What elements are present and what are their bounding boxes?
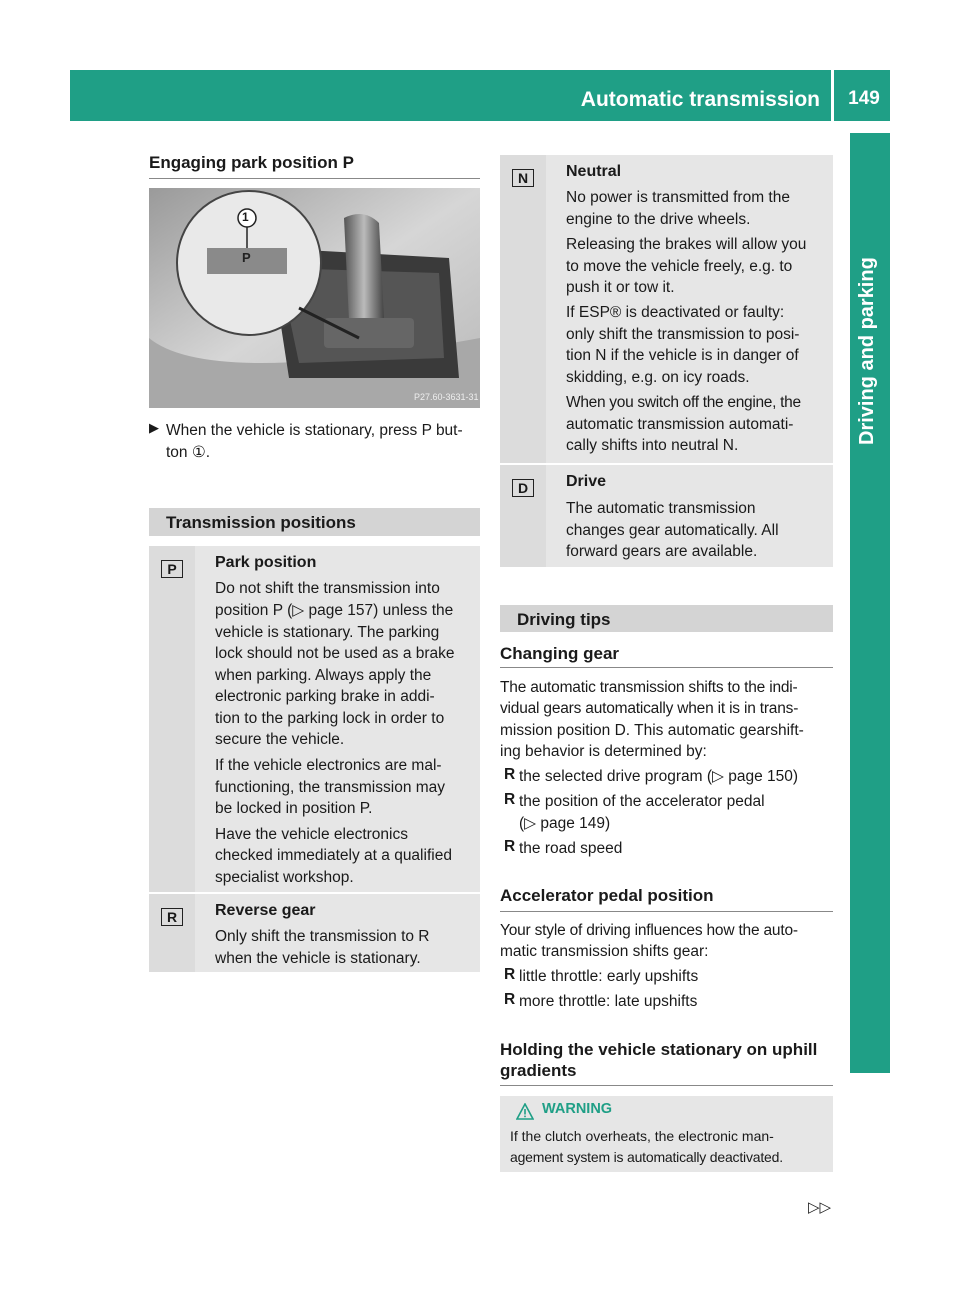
neutral-key-icon: N: [512, 169, 534, 187]
neutral-line: No power is transmitted from the: [566, 189, 790, 206]
step-arrow-icon: ▶: [149, 420, 159, 435]
bullet-item: more throttle: late upshifts: [519, 993, 698, 1010]
bullet-icon: R: [504, 838, 516, 855]
header-divider: [831, 70, 834, 121]
park-line: electronic parking brake in addi-: [215, 688, 435, 705]
body-line: Your style of driving influences how the auto-: [500, 922, 798, 939]
park-line: lock should not be used as a brake: [215, 645, 455, 662]
warning-icon: [516, 1103, 534, 1120]
heading-rule: [149, 178, 480, 179]
instruction-line-2: ton ①.: [166, 444, 211, 461]
position-neutral-block: [500, 155, 833, 463]
key-column: [149, 894, 195, 972]
instruction-line-1: When the vehicle is stationary, press P but-: [166, 422, 463, 439]
park-line: secure the vehicle.: [215, 731, 345, 748]
neutral-line: to move the vehicle freely, e.g. to: [566, 258, 793, 275]
park-line: position P (▷ page 157) unless the: [215, 602, 454, 619]
bullet-item: the road speed: [519, 840, 623, 857]
drive-key-icon: D: [512, 479, 534, 497]
park-line: Do not shift the transmission into: [215, 580, 440, 597]
neutral-line: skidding, e.g. on icy roads.: [566, 369, 750, 386]
park-line: If the vehicle electronics are mal-: [215, 757, 442, 774]
reverse-key-icon: R: [161, 908, 183, 926]
neutral-title: Neutral: [566, 163, 622, 180]
section-band-driving-tips: [500, 605, 833, 632]
park-line: be locked in position P.: [215, 800, 373, 817]
warning-line: agement system is automatically deactivated.: [510, 1149, 783, 1165]
band-title: Driving tips: [517, 610, 611, 629]
neutral-line: cally shifts into neutral N.: [566, 437, 739, 454]
heading-rule: [500, 667, 833, 668]
section-heading-park: Engaging park position P: [149, 153, 354, 172]
neutral-line: engine to the drive wheels.: [566, 211, 751, 228]
bullet-item: little throttle: early upshifts: [519, 968, 699, 985]
park-title: Park position: [215, 554, 317, 571]
neutral-line: When you switch off the engine, the: [566, 394, 801, 411]
bullet-item-continued: (▷ page 149): [519, 815, 611, 832]
park-key-icon: P: [161, 560, 183, 578]
reverse-line: when the vehicle is stationary.: [215, 950, 421, 967]
band-title: Transmission positions: [166, 513, 356, 532]
reverse-line: Only shift the transmission to R: [215, 928, 430, 945]
drive-line: The automatic transmission: [566, 500, 756, 517]
park-line: functioning, the transmission may: [215, 779, 446, 796]
drive-line: changes gear automatically. All: [566, 522, 779, 539]
park-line: vehicle is stationary. The parking: [215, 624, 440, 641]
bullet-icon: R: [504, 991, 516, 1008]
park-line: checked immediately at a qualified: [215, 847, 452, 864]
neutral-line: If ESP® is deactivated or faulty:: [566, 304, 785, 321]
bullet-icon: R: [504, 966, 516, 983]
gear-selector-figure: [149, 188, 480, 408]
position-reverse-block: [149, 894, 480, 972]
drive-line: forward gears are available.: [566, 543, 758, 560]
heading-rule: [500, 1085, 833, 1086]
body-line: vidual gears automatically when it is in trans-: [500, 700, 799, 717]
gear-selector-illustration: [149, 188, 480, 408]
key-column: [149, 546, 195, 892]
park-line: when parking. Always apply the: [215, 667, 432, 684]
page-title: Automatic transmission: [580, 88, 820, 111]
position-drive-block: [500, 465, 833, 567]
bullet-item: the position of the accelerator pedal: [519, 793, 765, 810]
heading-rule: [500, 911, 833, 912]
heading-accelerator: Accelerator pedal position: [500, 886, 714, 905]
park-line: specialist workshop.: [215, 869, 354, 886]
neutral-line: push it or tow it.: [566, 279, 675, 296]
body-line: The automatic transmission shifts to the indi-: [500, 679, 798, 696]
section-band-transmission: [149, 508, 480, 536]
heading-holding-line-1: Holding the vehicle stationary on uphill: [500, 1040, 818, 1059]
heading-holding-line-2: gradients: [500, 1061, 577, 1080]
side-tab-label: Driving and parking: [856, 257, 878, 445]
body-line: ing behavior is determined by:: [500, 743, 707, 760]
bullet-item: the selected drive program (▷ page 150): [519, 768, 799, 785]
position-park-block: [149, 546, 480, 892]
park-line: tion to the parking lock in order to: [215, 710, 445, 727]
neutral-line: tion N if the vehicle is in danger of: [566, 347, 799, 364]
key-column: [500, 465, 546, 567]
figure-key-label: P: [242, 250, 251, 265]
warning-box: [500, 1096, 833, 1172]
warning-title: WARNING: [542, 1101, 613, 1117]
continue-marker-icon: ▷▷: [808, 1199, 832, 1216]
neutral-line: only shift the transmission to posi-: [566, 326, 800, 343]
park-line: Have the vehicle electronics: [215, 826, 408, 843]
bullet-icon: R: [504, 791, 516, 808]
warning-line: If the clutch overheats, the electronic man-: [510, 1128, 774, 1144]
heading-changing-gear: Changing gear: [500, 644, 620, 663]
figure-code: P27.60-3631-31: [414, 392, 479, 402]
body-line: mission position D. This automatic gearshift-: [500, 722, 804, 739]
neutral-line: automatic transmission automati-: [566, 416, 794, 433]
drive-title: Drive: [566, 473, 607, 490]
body-line: matic transmission shifts gear:: [500, 943, 709, 960]
callout-number: 1: [242, 210, 249, 224]
reverse-title: Reverse gear: [215, 902, 316, 919]
key-column: [500, 155, 546, 463]
bullet-icon: R: [504, 766, 516, 783]
page-number: 149: [848, 88, 880, 109]
neutral-line: Releasing the brakes will allow you: [566, 236, 807, 253]
